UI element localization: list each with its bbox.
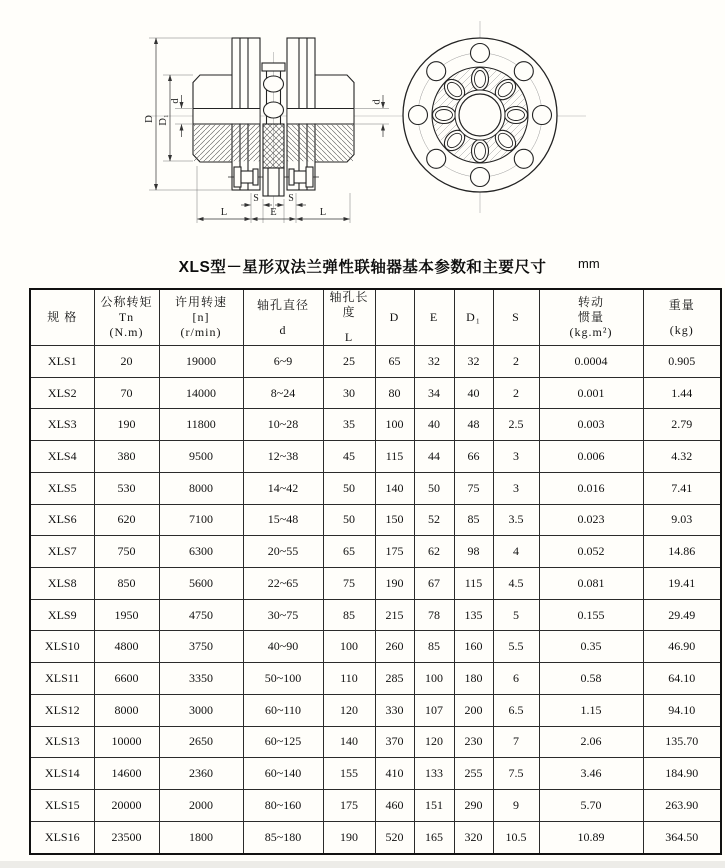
inertia-cell: 2.06 <box>539 726 643 758</box>
S-cell: 5.5 <box>493 631 539 663</box>
D-cell: 80 <box>375 377 414 409</box>
spec-cell: XLS14 <box>30 758 94 790</box>
D1-cell: 40 <box>454 377 493 409</box>
bore-len-cell: 190 <box>323 821 375 854</box>
dim-label-d-left: d <box>170 98 181 104</box>
speed-cell: 11800 <box>159 409 243 441</box>
E-cell: 44 <box>414 441 454 473</box>
dim-label-L-left: L <box>220 207 228 218</box>
D-cell: 285 <box>375 663 414 695</box>
spec-cell: XLS16 <box>30 821 94 854</box>
bore-len-cell: 50 <box>323 472 375 504</box>
D1-cell: 290 <box>454 790 493 822</box>
D-cell: 115 <box>375 441 414 473</box>
spec-cell: XLS2 <box>30 377 94 409</box>
D1-cell: 200 <box>454 694 493 726</box>
E-cell: 120 <box>414 726 454 758</box>
bore-len-cell: 30 <box>323 377 375 409</box>
bore-len-cell: 110 <box>323 663 375 695</box>
cross-section-view <box>143 38 389 223</box>
spec-cell: XLS9 <box>30 599 94 631</box>
table-row <box>30 663 721 695</box>
weight-cell: 263.90 <box>643 790 721 822</box>
weight-cell: 4.32 <box>643 441 721 473</box>
torque-cell: 1950 <box>94 599 159 631</box>
D-cell: 370 <box>375 726 414 758</box>
E-cell: 34 <box>414 377 454 409</box>
spec-cell: XLS7 <box>30 536 94 568</box>
inertia-cell: 0.35 <box>539 631 643 663</box>
speed-cell: 1800 <box>159 821 243 854</box>
speed-cell: 3750 <box>159 631 243 663</box>
D-cell: 140 <box>375 472 414 504</box>
weight-cell: 7.41 <box>643 472 721 504</box>
inertia-cell: 0.016 <box>539 472 643 504</box>
E-cell: 67 <box>414 568 454 600</box>
bore-dia-cell: 30~75 <box>243 599 323 631</box>
speed-cell: 7100 <box>159 504 243 536</box>
dim-label-D1: D₁ <box>158 114 169 126</box>
spec-cell: XLS13 <box>30 726 94 758</box>
column-header-D1: D₁ <box>454 289 493 346</box>
speed-cell: 14000 <box>159 377 243 409</box>
E-cell: 78 <box>414 599 454 631</box>
S-cell: 10.5 <box>493 821 539 854</box>
speed-cell: 8000 <box>159 472 243 504</box>
E-cell: 40 <box>414 409 454 441</box>
weight-cell: 94.10 <box>643 694 721 726</box>
column-header-S: S <box>493 289 539 346</box>
speed-cell: 19000 <box>159 346 243 378</box>
spec-cell: XLS5 <box>30 472 94 504</box>
bore-len-cell: 155 <box>323 758 375 790</box>
spec-cell: XLS11 <box>30 663 94 695</box>
bore-len-cell: 50 <box>323 504 375 536</box>
bore-dia-cell: 85~180 <box>243 821 323 854</box>
S-cell: 7 <box>493 726 539 758</box>
weight-cell: 364.50 <box>643 821 721 854</box>
spec-cell: XLS8 <box>30 568 94 600</box>
bore-dia-cell: 80~160 <box>243 790 323 822</box>
weight-cell: 9.03 <box>643 504 721 536</box>
table-row <box>30 409 721 441</box>
bore-len-cell: 85 <box>323 599 375 631</box>
dim-label-d-right: d <box>371 99 383 105</box>
weight-cell: 46.90 <box>643 631 721 663</box>
bore-dia-cell: 14~42 <box>243 472 323 504</box>
column-header-inertia: 转动 惯量 (kg.m²) <box>539 289 643 346</box>
speed-cell: 3350 <box>159 663 243 695</box>
bore-dia-cell: 60~140 <box>243 758 323 790</box>
coupling-technical-drawing <box>0 0 725 252</box>
page-title: XLS型－星形双法兰弹性联轴器基本参数和主要尺寸 <box>178 259 547 276</box>
S-cell: 3.5 <box>493 504 539 536</box>
D1-cell: 66 <box>454 441 493 473</box>
bore-len-cell: 75 <box>323 568 375 600</box>
S-cell: 3 <box>493 472 539 504</box>
torque-cell: 850 <box>94 568 159 600</box>
bore-dia-cell: 20~55 <box>243 536 323 568</box>
dim-label-S-right: S <box>288 193 294 204</box>
speed-cell: 2000 <box>159 790 243 822</box>
bore-dia-cell: 60~110 <box>243 694 323 726</box>
spec-cell: XLS1 <box>30 346 94 378</box>
bore-dia-cell: 6~9 <box>243 346 323 378</box>
torque-cell: 620 <box>94 504 159 536</box>
speed-cell: 2360 <box>159 758 243 790</box>
D-cell: 150 <box>375 504 414 536</box>
inertia-cell: 0.003 <box>539 409 643 441</box>
E-cell: 85 <box>414 631 454 663</box>
bore-len-cell: 35 <box>323 409 375 441</box>
column-header-bore-dia: 轴孔直径 d <box>243 289 323 346</box>
D1-cell: 75 <box>454 472 493 504</box>
header-row <box>30 289 721 346</box>
torque-cell: 6600 <box>94 663 159 695</box>
spec-table-container <box>29 288 720 855</box>
table-row <box>30 790 721 822</box>
inertia-cell: 0.081 <box>539 568 643 600</box>
weight-cell: 14.86 <box>643 536 721 568</box>
elastic-element-section <box>262 63 285 196</box>
bore-dia-cell: 12~38 <box>243 441 323 473</box>
speed-cell: 6300 <box>159 536 243 568</box>
D1-cell: 115 <box>454 568 493 600</box>
bore-len-cell: 25 <box>323 346 375 378</box>
table-row <box>30 694 721 726</box>
inertia-cell: 0.58 <box>539 663 643 695</box>
table-row <box>30 758 721 790</box>
column-header-weight: 重量 (kg) <box>643 289 721 346</box>
column-header-spec: 规 格 <box>30 289 94 346</box>
S-cell: 6 <box>493 663 539 695</box>
E-cell: 52 <box>414 504 454 536</box>
title-row <box>0 255 725 279</box>
column-header-bore-len: 轴孔长度 L <box>323 289 375 346</box>
torque-cell: 23500 <box>94 821 159 854</box>
D1-cell: 85 <box>454 504 493 536</box>
table-row <box>30 536 721 568</box>
D-cell: 175 <box>375 536 414 568</box>
S-cell: 4.5 <box>493 568 539 600</box>
D1-cell: 135 <box>454 599 493 631</box>
bottom-strip <box>0 861 725 868</box>
bore-dia-cell: 15~48 <box>243 504 323 536</box>
D-cell: 410 <box>375 758 414 790</box>
D1-cell: 230 <box>454 726 493 758</box>
torque-cell: 4800 <box>94 631 159 663</box>
inertia-cell: 0.006 <box>539 441 643 473</box>
torque-cell: 750 <box>94 536 159 568</box>
weight-cell: 135.70 <box>643 726 721 758</box>
S-cell: 2 <box>493 346 539 378</box>
bore-len-cell: 140 <box>323 726 375 758</box>
spec-table <box>29 288 722 855</box>
spec-cell: XLS12 <box>30 694 94 726</box>
torque-cell: 8000 <box>94 694 159 726</box>
dim-label-L-right: L <box>319 207 327 218</box>
weight-cell: 0.905 <box>643 346 721 378</box>
bore-len-cell: 65 <box>323 536 375 568</box>
S-cell: 2 <box>493 377 539 409</box>
E-cell: 100 <box>414 663 454 695</box>
S-cell: 6.5 <box>493 694 539 726</box>
torque-cell: 14600 <box>94 758 159 790</box>
bore-dia-cell: 22~65 <box>243 568 323 600</box>
spec-cell: XLS10 <box>30 631 94 663</box>
inertia-cell: 5.70 <box>539 790 643 822</box>
table-row <box>30 599 721 631</box>
D-cell: 460 <box>375 790 414 822</box>
E-cell: 50 <box>414 472 454 504</box>
front-view <box>403 38 557 192</box>
weight-cell: 1.44 <box>643 377 721 409</box>
D-cell: 215 <box>375 599 414 631</box>
column-header-D: D <box>375 289 414 346</box>
weight-cell: 64.10 <box>643 663 721 695</box>
bore-dia-cell: 50~100 <box>243 663 323 695</box>
speed-cell: 9500 <box>159 441 243 473</box>
D1-cell: 320 <box>454 821 493 854</box>
speed-cell: 2650 <box>159 726 243 758</box>
table-row <box>30 441 721 473</box>
S-cell: 5 <box>493 599 539 631</box>
S-cell: 3 <box>493 441 539 473</box>
unit-label: mm <box>578 256 600 271</box>
S-cell: 4 <box>493 536 539 568</box>
dim-label-S-left: S <box>253 193 259 204</box>
S-cell: 2.5 <box>493 409 539 441</box>
E-cell: 151 <box>414 790 454 822</box>
inertia-cell: 0.023 <box>539 504 643 536</box>
torque-cell: 530 <box>94 472 159 504</box>
torque-cell: 20000 <box>94 790 159 822</box>
D-cell: 260 <box>375 631 414 663</box>
torque-cell: 20 <box>94 346 159 378</box>
weight-cell: 29.49 <box>643 599 721 631</box>
torque-cell: 190 <box>94 409 159 441</box>
weight-cell: 184.90 <box>643 758 721 790</box>
table-row <box>30 346 721 378</box>
D-cell: 190 <box>375 568 414 600</box>
weight-cell: 2.79 <box>643 409 721 441</box>
table-row <box>30 726 721 758</box>
table-row <box>30 504 721 536</box>
column-header-speed: 许用转速 [n] (r/min) <box>159 289 243 346</box>
D-cell: 330 <box>375 694 414 726</box>
table-row <box>30 631 721 663</box>
inertia-cell: 0.155 <box>539 599 643 631</box>
speed-cell: 4750 <box>159 599 243 631</box>
spec-cell: XLS6 <box>30 504 94 536</box>
column-header-torque: 公称转矩 Tn (N.m) <box>94 289 159 346</box>
D1-cell: 32 <box>454 346 493 378</box>
E-cell: 107 <box>414 694 454 726</box>
torque-cell: 70 <box>94 377 159 409</box>
D1-cell: 255 <box>454 758 493 790</box>
table-row <box>30 472 721 504</box>
D-cell: 520 <box>375 821 414 854</box>
D-cell: 65 <box>375 346 414 378</box>
bore-dia-cell: 40~90 <box>243 631 323 663</box>
inertia-cell: 10.89 <box>539 821 643 854</box>
bore-len-cell: 120 <box>323 694 375 726</box>
E-cell: 133 <box>414 758 454 790</box>
torque-cell: 10000 <box>94 726 159 758</box>
bore-dia-cell: 8~24 <box>243 377 323 409</box>
dim-label-E: E <box>270 207 277 218</box>
D1-cell: 180 <box>454 663 493 695</box>
spec-cell: XLS4 <box>30 441 94 473</box>
spec-cell: XLS3 <box>30 409 94 441</box>
table-row <box>30 377 721 409</box>
S-cell: 7.5 <box>493 758 539 790</box>
D1-cell: 98 <box>454 536 493 568</box>
speed-cell: 3000 <box>159 694 243 726</box>
inertia-cell: 1.15 <box>539 694 643 726</box>
weight-cell: 19.41 <box>643 568 721 600</box>
bore-len-cell: 100 <box>323 631 375 663</box>
bore-dia-cell: 10~28 <box>243 409 323 441</box>
E-cell: 62 <box>414 536 454 568</box>
table-row <box>30 568 721 600</box>
column-header-E: E <box>414 289 454 346</box>
inertia-cell: 0.0004 <box>539 346 643 378</box>
spec-cell: XLS15 <box>30 790 94 822</box>
D1-cell: 48 <box>454 409 493 441</box>
inertia-cell: 0.052 <box>539 536 643 568</box>
torque-cell: 380 <box>94 441 159 473</box>
E-cell: 165 <box>414 821 454 854</box>
D1-cell: 160 <box>454 631 493 663</box>
bore-len-cell: 175 <box>323 790 375 822</box>
D-cell: 100 <box>375 409 414 441</box>
table-row <box>30 821 721 854</box>
bore-dia-cell: 60~125 <box>243 726 323 758</box>
speed-cell: 5600 <box>159 568 243 600</box>
E-cell: 32 <box>414 346 454 378</box>
dim-label-D: D <box>143 115 155 123</box>
S-cell: 9 <box>493 790 539 822</box>
inertia-cell: 3.46 <box>539 758 643 790</box>
bore-len-cell: 45 <box>323 441 375 473</box>
inertia-cell: 0.001 <box>539 377 643 409</box>
